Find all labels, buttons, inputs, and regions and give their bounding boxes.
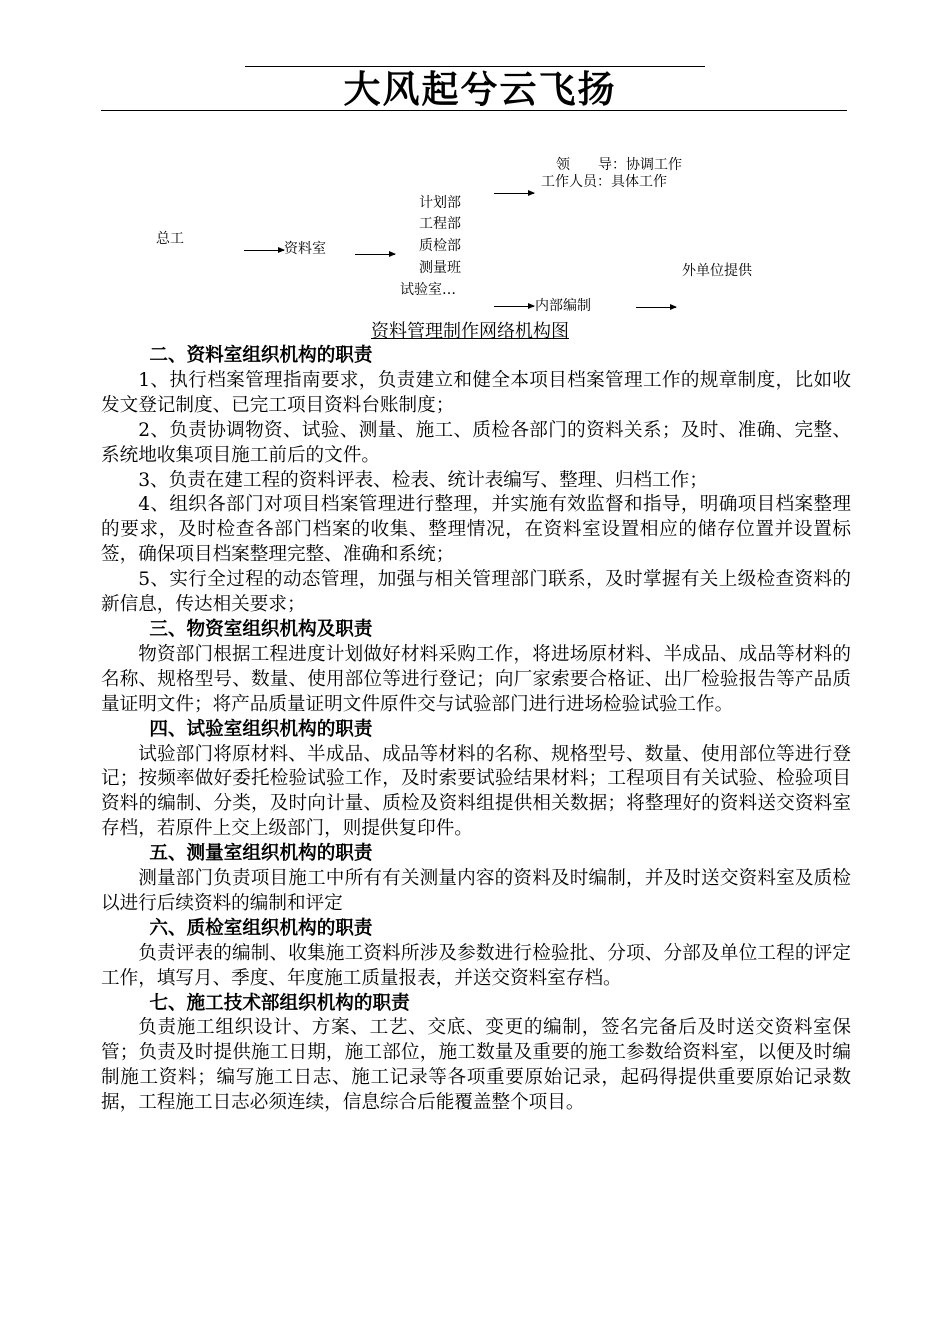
paragraph: 试验部门将原材料、半成品、成品等材料的名称、规格型号、数量、使用部位等进行登记；按频率做好委托检验试验工作，及时索要试验结果材料；工程项目有关试验、检验项目资料的编制、分类，及时向计量、质检及资料组提供相关数据；将整理好的资料送交资料室存档，若原件上交上级部门，则提供复印件。 xyxy=(101,743,851,840)
data-room-label: 资料室 xyxy=(284,241,326,257)
arrow-to-roles xyxy=(494,193,534,194)
staff-label: 工作人员：具体工作 xyxy=(541,174,667,190)
document-body xyxy=(101,344,851,1116)
leader-label: 领 导：协调工作 xyxy=(556,157,682,173)
section-heading: 二、资料室组织机构的职责 xyxy=(149,345,373,366)
section-lab xyxy=(101,718,851,843)
section-data-room xyxy=(101,344,851,618)
paragraph: 5、实行全过程的动态管理，加强与相关管理部门联系，及时掌握有关上级检查资料的新信息，传达相关要求； xyxy=(101,569,851,616)
dept-engineering: 工程部 xyxy=(419,216,461,232)
diagram-caption: 资料管理制作网络机构图 xyxy=(371,321,569,342)
section-heading: 四、试验室组织机构的职责 xyxy=(149,718,373,740)
section-heading: 五、测量室组织机构的职责 xyxy=(149,843,373,865)
section-heading: 七、施工技术部组织机构的职责 xyxy=(149,992,410,1014)
chief-engineer-label: 总工 xyxy=(156,231,184,247)
arrow-to-departments xyxy=(355,254,395,255)
section-materials xyxy=(101,618,851,718)
paragraph: 负责评表的编制、收集施工资料所涉及参数进行检验批、分项、分部及单位工程的评定工作，填写月、季度、年度施工质量报表，并送交资料室存档。 xyxy=(101,942,851,989)
paragraph: 测量部门负责项目施工中所有有关测量内容的资料及时编制，并及时送交资料室及质检以进行后续资料的编制和评定 xyxy=(101,868,851,914)
external-label: 外单位提供 xyxy=(682,263,752,279)
dept-quality: 质检部 xyxy=(419,238,461,254)
arrow-to-data-room xyxy=(244,250,284,251)
section-heading: 六、质检室组织机构的职责 xyxy=(149,917,373,939)
arrow-to-external xyxy=(636,307,676,308)
section-survey xyxy=(101,842,851,917)
paragraph: 3、负责在建工程的资料评表、检表、统计表编写、整理、归档工作； xyxy=(138,469,708,491)
dept-planning: 计划部 xyxy=(419,195,461,211)
page-banner-title: 大风起兮云飞扬 xyxy=(343,67,617,111)
paragraph: 4、组织各部门对项目档案管理进行整理，并实施有效监督和指导，明确项目档案整理的要求，及时检查各部门档案的收集、整理情况，在资料室设置相应的储存位置并设置标签，确保项目档案整理完整、准确和系统； xyxy=(101,494,851,566)
section-construction-tech xyxy=(101,992,851,1117)
internal-label: 内部编制 xyxy=(535,298,591,314)
arrow-to-internal xyxy=(494,306,534,307)
dept-survey: 测量班 xyxy=(419,260,461,276)
header-rule-bottom xyxy=(101,110,847,111)
paragraph: 负责施工组织设计、方案、工艺、交底、变更的编制，签名完备后及时送交资料室保管；负责及时提供施工日期，施工部位，施工数量及重要的施工参数给资料室，以便及时编制施工资料；编写施工日志、施工记录等各项重要原始记录，起码得提供重要原始记录数据，工程施工日志必须连续，信息综合后能覆盖整个项目。 xyxy=(101,1017,851,1114)
section-heading: 三、物资室组织机构及职责 xyxy=(149,618,373,640)
paragraph: 2、负责协调物资、试验、测量、施工、质检各部门的资料关系；及时、准确、完整、系统地收集项目施工前后的文件。 xyxy=(101,419,851,466)
paragraph: 1、执行档案管理指南要求，负责建立和健全本项目档案管理工作的规章制度，比如收发文登记制度、已完工项目资料台账制度； xyxy=(101,369,851,416)
section-quality xyxy=(101,917,851,992)
paragraph: 物资部门根据工程进度计划做好材料采购工作，将进场原材料、半成品、成品等材料的名称、规格型号、数量、使用部位等进行登记；向厂家索要合格证、出厂检验报告等产品质量证明文件；将产品质量证明文件原件交与试验部门进行进场检验试验工作。 xyxy=(101,643,851,715)
dept-lab: 试验室… xyxy=(400,282,456,298)
